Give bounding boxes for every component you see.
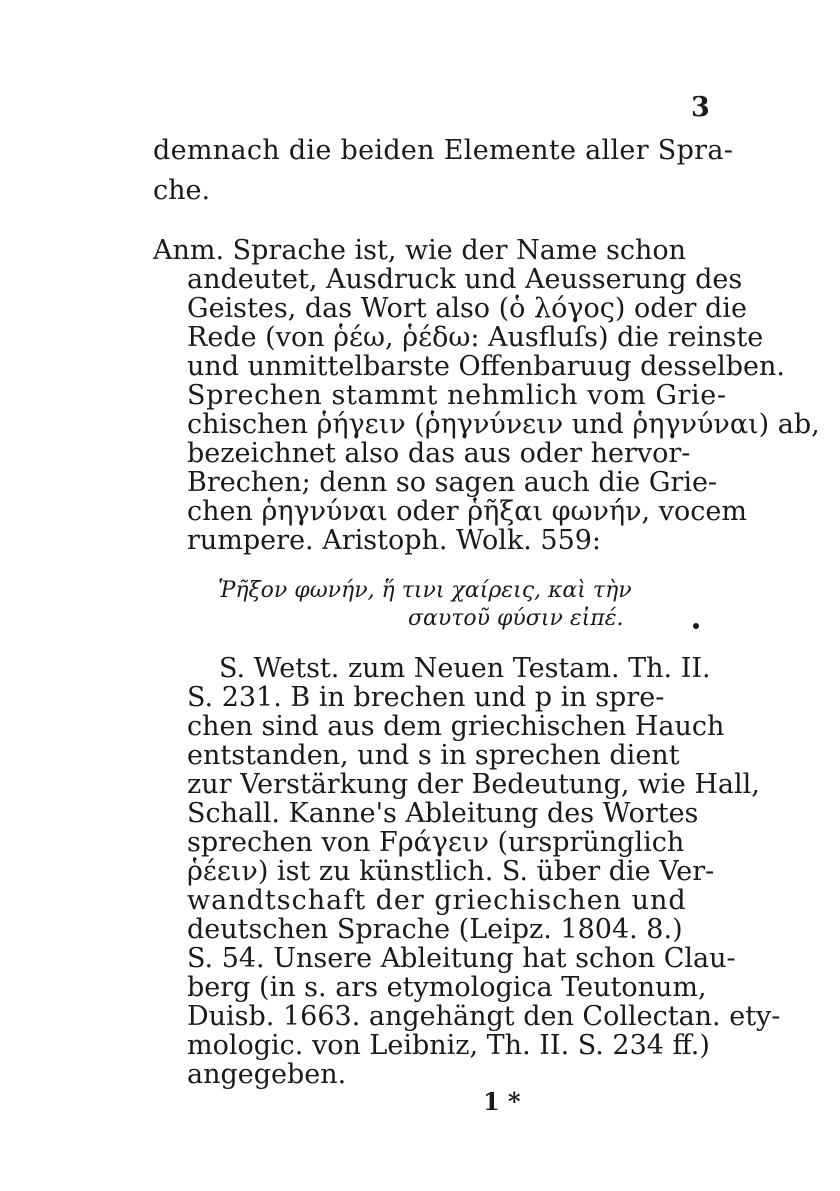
text-line: ῥέειν) ist zu künstlich. S. über die Ver- (187, 856, 715, 887)
text-line: Rede (von ῥέω, ῥέδω: Ausfluſs) die reinste (187, 322, 764, 353)
text-line: chischen ῥήγειν (ῥηγνύνειν und ῥηγνύναι) ab, (187, 409, 820, 440)
end-dot (693, 623, 699, 629)
text-line: che. (153, 175, 211, 206)
text-line: wandtschaft der griechischen und (187, 885, 687, 916)
text-line: Geistes, das Wort also (ὁ λόγος) oder die (187, 293, 747, 324)
text-line: chen ῥηγνύναι oder ῥῆξαι φωνήν, vocem (187, 496, 747, 527)
signature-mark: 1 * (483, 1087, 521, 1116)
text-line: demnach die beiden Elemente aller Spra- (153, 135, 734, 166)
text-line: rumpere. Aristoph. Wolk. 559: (187, 525, 602, 556)
text-line: bezeichnet also das aus oder hervor- (187, 438, 691, 469)
text-line: S. 231. B in brechen und p in spre- (187, 682, 665, 713)
text-line: Sprechen stammt nehmlich vom Grie- (187, 380, 727, 411)
text-line: angegeben. (187, 1059, 347, 1090)
text-line: Schall. Kanne's Ableitung des Wortes (187, 798, 699, 829)
text-line: Duisb. 1663. angehängt den Collectan. ety- (187, 1001, 781, 1032)
page-number: 3 (691, 92, 710, 123)
text-line: andeutet, Ausdruck und Aeusserung des (187, 264, 743, 295)
text-line: Anm. Sprache ist, wie der Name schon (153, 235, 686, 266)
text-line: Brechen; denn so sagen auch die Grie- (187, 467, 718, 498)
quote-line: Ῥῆξον φωνήν, ἥ τινι χαίρεις, καὶ τὴν (218, 578, 632, 603)
text-line: mologic. von Leibniz, Th. II. S. 234 ff.) (187, 1030, 710, 1061)
text-line: entstanden, und s in sprechen dient (187, 740, 680, 771)
text-line: S. 54. Unsere Ableitung hat schon Clau- (187, 943, 736, 974)
text-line: S. Wetst. zum Neuen Testam. Th. II. (219, 653, 711, 684)
text-line: zur Verstärkung der Bedeutung, wie Hall, (187, 769, 760, 800)
text-line: sprechen von Fράγειν (ursprünglich (187, 827, 685, 858)
text-line: und unmittelbarste Offenbaruug desselben. (187, 351, 785, 382)
text-line: berg (in s. ars etymologica Teutonum, (187, 972, 707, 1003)
text-line: chen sind aus dem griechischen Hauch (187, 711, 725, 742)
quote-line: σαυτοῦ φύσιν εἰπέ. (408, 606, 624, 631)
text-line: deutschen Sprache (Leipz. 1804. 8.) (187, 914, 683, 945)
